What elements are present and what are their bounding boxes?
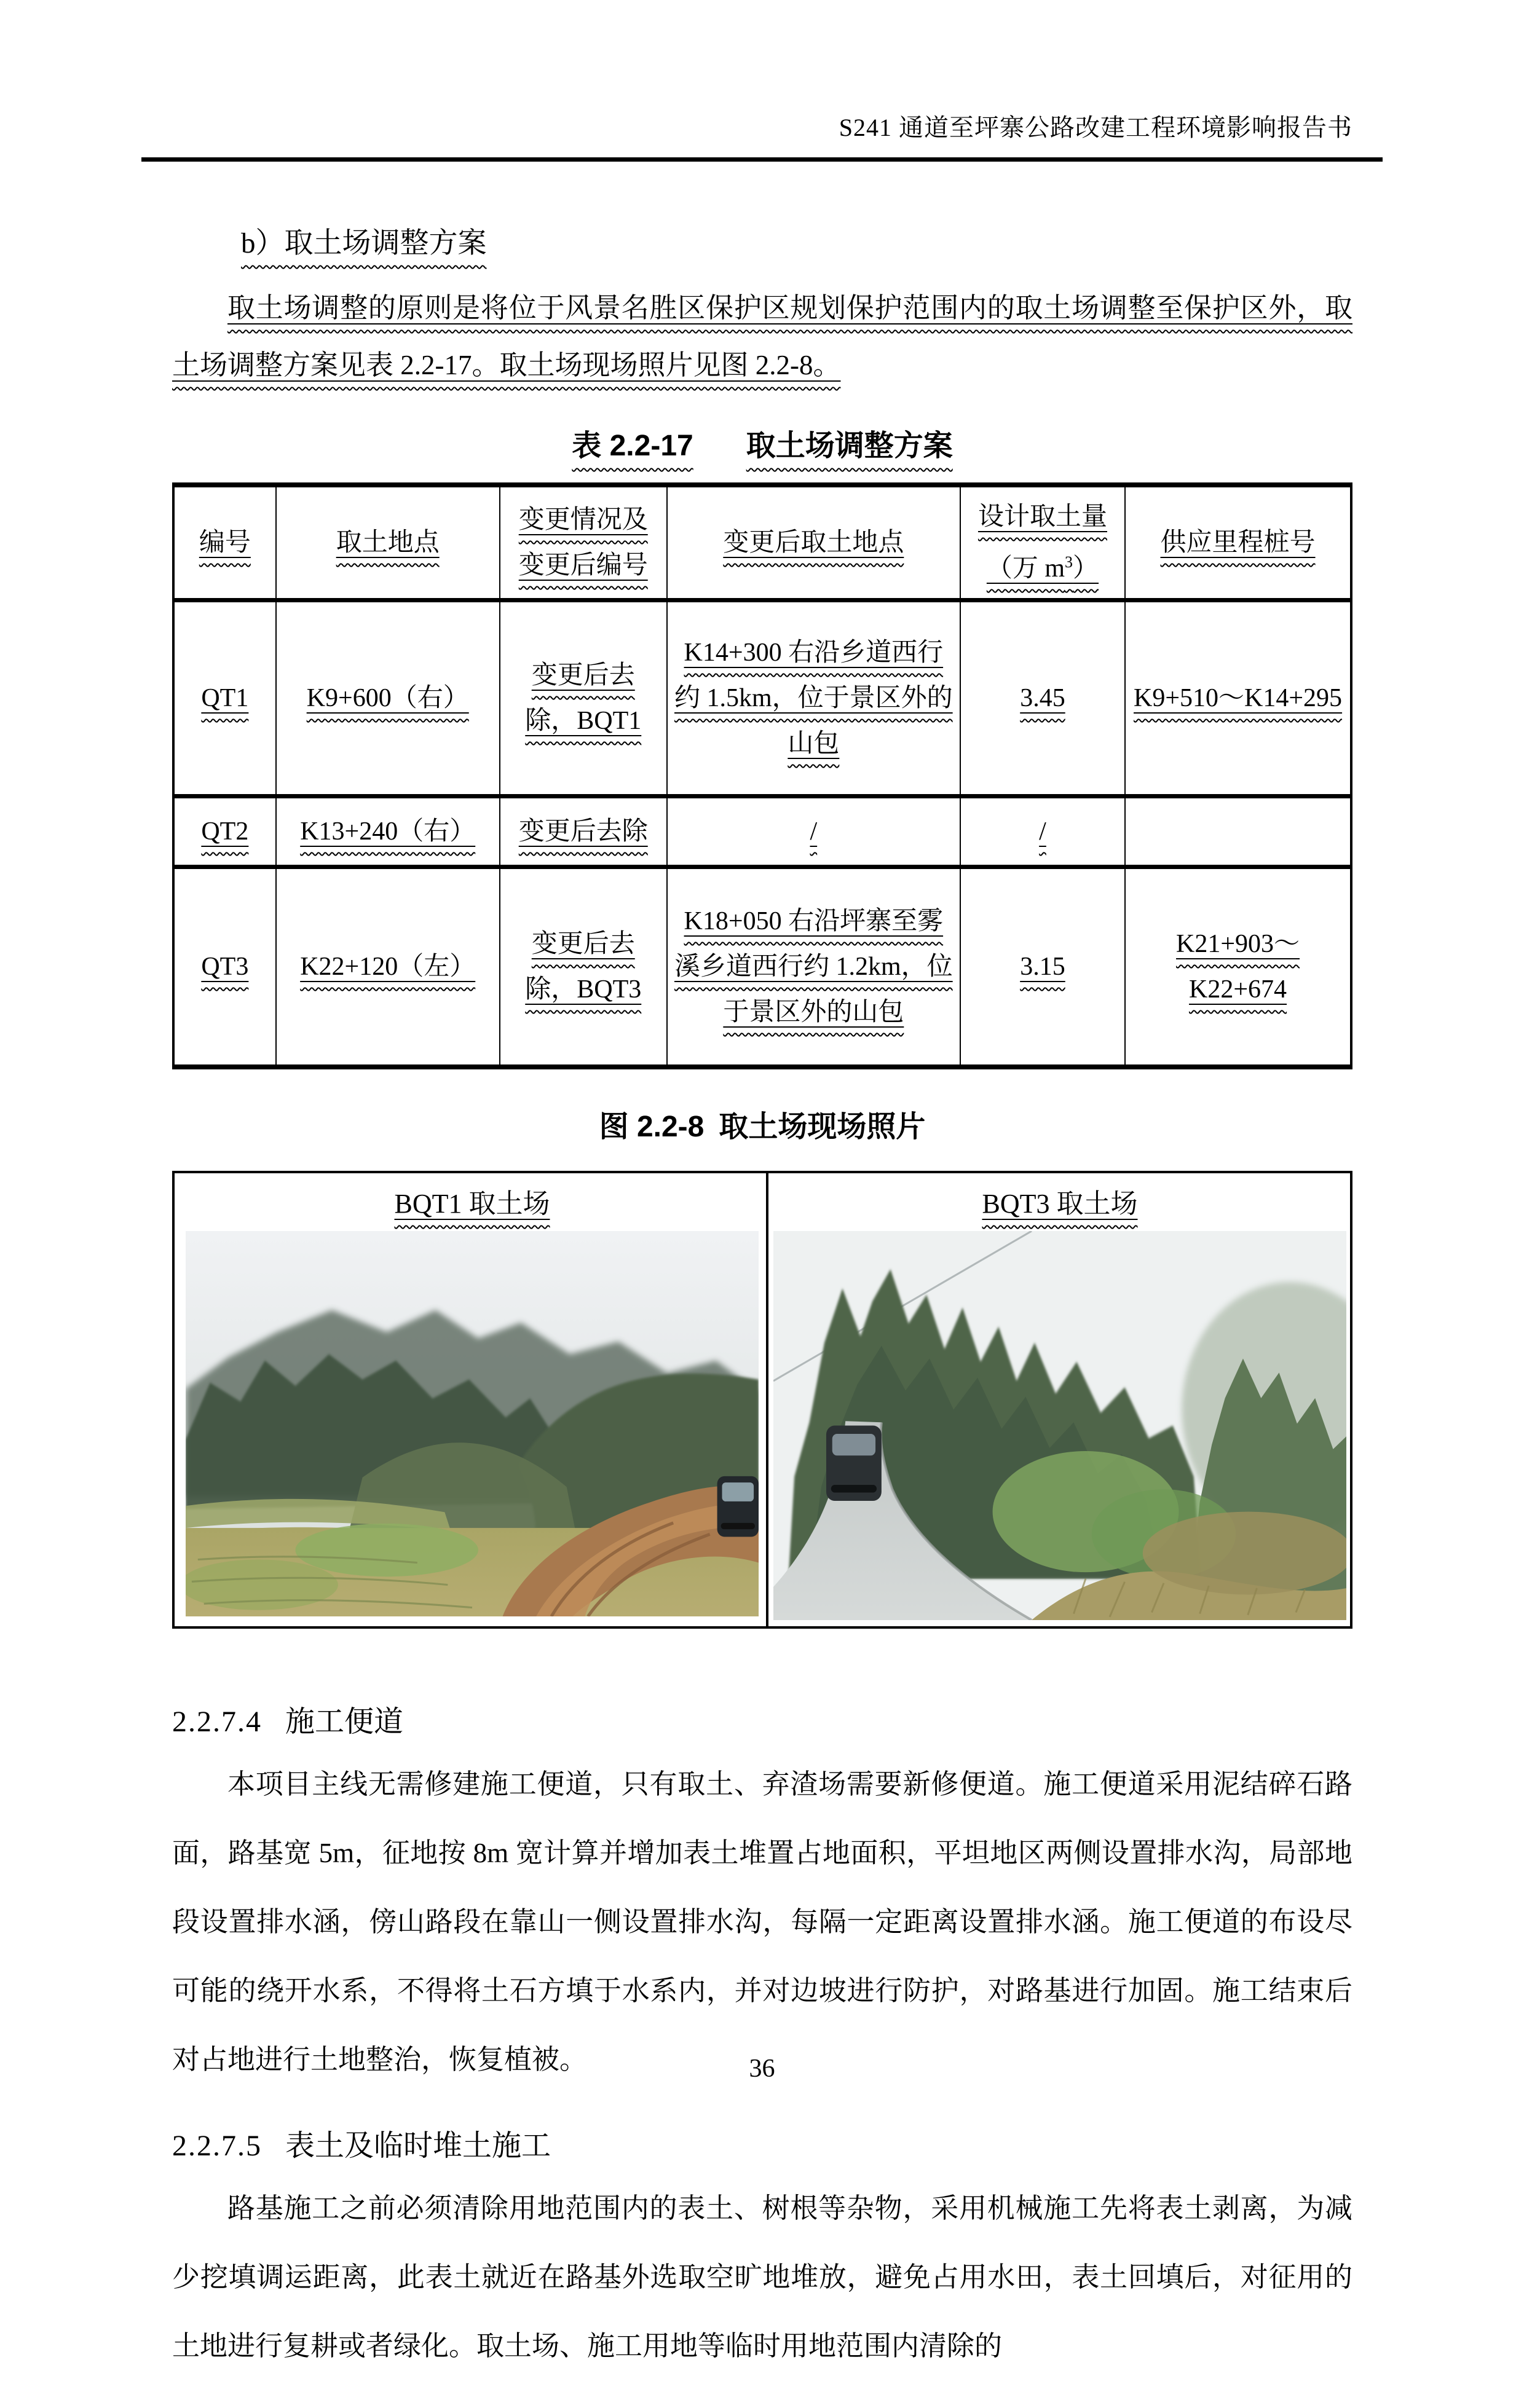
- section-heading-2274: 2.2.7.4 施工便道: [172, 1706, 404, 1738]
- suv-car: [717, 1476, 759, 1537]
- section-heading-2275: 2.2.7.5 表土及临时堆土施工: [172, 2130, 551, 2162]
- running-header: S241 通道至坪寨公路改建工程环境影响报告书: [839, 114, 1352, 141]
- cell-new-location: K18+050 右沿坪寨至雾溪乡道西行约 1.2km，位于景区外的山包: [667, 867, 960, 1068]
- cell-change: 变更后去除，BQT3: [500, 867, 667, 1068]
- figure-caption: 图 2.2-8 取土场现场照片: [599, 1111, 926, 1143]
- photo-bqt3: [773, 1231, 1346, 1620]
- page-number: 36: [749, 2055, 775, 2083]
- cell-volume: /: [960, 797, 1125, 867]
- col-header-volume: 设计取土量 （万 $m^3$）: [960, 485, 1125, 600]
- cell-id: QT2: [173, 797, 276, 867]
- green-paddy-patch: [295, 1524, 478, 1576]
- photo-label-bqt1: BQT1 取土场: [394, 1189, 550, 1219]
- table-header-row: [173, 485, 1351, 600]
- cell-chainage: K21+903～K22+674: [1125, 867, 1351, 1068]
- cell-new-location: /: [667, 797, 960, 867]
- cell-volume: 3.15: [960, 867, 1125, 1068]
- col-header-change: 变更情况及 变更后编号: [500, 485, 667, 600]
- photo-figure: [172, 1171, 1352, 1629]
- photo-panel-bqt1: [175, 1173, 766, 1626]
- col-header-location: 取土地点: [276, 485, 500, 600]
- photo-bqt1: [186, 1231, 759, 1616]
- cell-location: K13+240（右）: [276, 797, 500, 867]
- photo-label-bqt3: BQT3 取土场: [982, 1189, 1138, 1219]
- cell-location: K22+120（左）: [276, 867, 500, 1068]
- cell-chainage: [1125, 797, 1351, 867]
- col-header-new-location: 变更后取土地点: [667, 485, 960, 600]
- paragraph-adjustment-principle: 取土场调整的原则是将位于风景名胜区保护区规划保护范围内的取土场调整至保护区外，取土场调整方案见表 2.2-17。取土场现场照片见图 2.2-8。: [172, 293, 1352, 380]
- table-title: 表 2.2-17 取土场调整方案: [572, 430, 953, 462]
- table-row: [173, 867, 1351, 1068]
- cell-id: QT3: [173, 867, 276, 1068]
- table-row: [173, 600, 1351, 797]
- cell-change: 变更后去除，BQT1: [500, 600, 667, 797]
- cell-new-location: K14+300 右沿乡道西行约 1.5km，位于景区外的山包: [667, 600, 960, 797]
- adjustment-table: [172, 482, 1352, 1069]
- paragraph-2274: 本项目主线无需修建施工便道，只有取土、弃渣场需要新修便道。施工便道采用泥结碎石路面，路基宽 5m，征地按 8m 宽计算并增加表土堆置占地面积，平坦地区两侧设置排水沟，局部地段设置排水涵，傍山路段在靠山一侧设置排水沟，每隔一定距离设置排水涵。施工便道的布设尽可能的绕开水系，不得将土石方填于水系内，并对边坡进行防护，对路基进行加固。施工结束后对占地进行土地整治，恢复植被。: [172, 1769, 1352, 2075]
- car-on-road: [826, 1426, 882, 1501]
- col-header-chainage: 供应里程桩号: [1125, 485, 1351, 600]
- table-row: [173, 797, 1351, 867]
- cell-id: QT1: [173, 600, 276, 797]
- cell-location: K9+600（右）: [276, 600, 500, 797]
- dry-brush-patch: [1143, 1512, 1346, 1595]
- header-rule: [141, 157, 1383, 162]
- photo-panel-bqt3: [766, 1173, 1350, 1626]
- col-header-id: 编号: [173, 485, 276, 600]
- cell-change: 变更后去除: [500, 797, 667, 867]
- paragraph-2275: 路基施工之前必须清除用地范围内的表土、树根等杂物，采用机械施工先将表土剥离，为减少挖填调运距离，此表土就近在路基外选取空旷地堆放，避免占用水田，表土回填后，对征用的土地进行复耕或者绿化。取土场、施工用地等临时用地范围内清除的: [172, 2193, 1352, 2361]
- cell-volume: 3.45: [960, 600, 1125, 797]
- cell-chainage: K9+510～K14+295: [1125, 600, 1351, 797]
- subheading-b: b）取土场调整方案: [241, 227, 487, 259]
